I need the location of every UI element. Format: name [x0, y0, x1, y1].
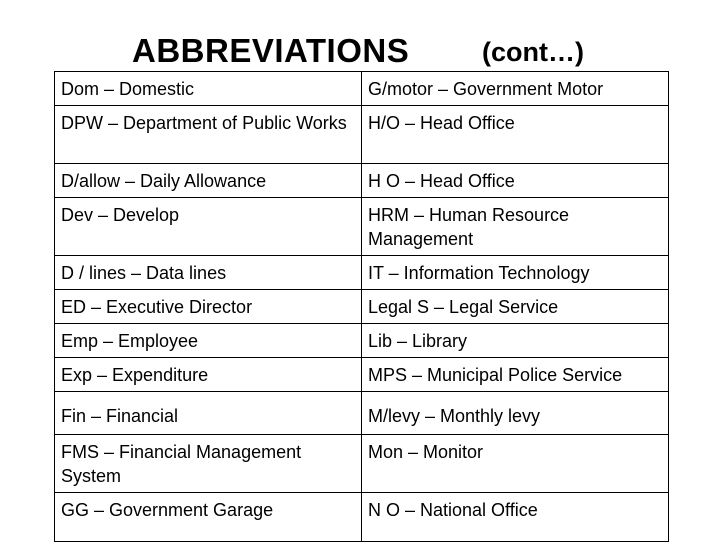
abbreviation-cell: D / lines – Data lines [55, 256, 362, 290]
abbreviation-cell: Legal S – Legal Service [362, 290, 669, 324]
slide-title-suffix: (cont…) [482, 37, 584, 67]
abbreviation-cell: N O – National Office [362, 493, 669, 542]
abbreviation-cell: M/levy – Monthly levy [362, 392, 669, 435]
abbreviation-cell: Mon – Monitor [362, 435, 669, 493]
table-row [55, 198, 669, 256]
abbreviation-cell: Exp – Expenditure [55, 358, 362, 392]
abbreviation-cell: DPW – Department of Public Works [55, 106, 362, 164]
abbreviation-cell: IT – Information Technology [362, 256, 669, 290]
abbreviation-cell: G/motor – Government Motor [362, 72, 669, 106]
abbreviation-cell: D/allow – Daily Allowance [55, 164, 362, 198]
table-row [55, 256, 669, 290]
table-row [55, 324, 669, 358]
table-row [55, 72, 669, 106]
table-row [55, 358, 669, 392]
abbreviation-cell: Dev – Develop [55, 198, 362, 256]
abbreviation-cell: Dom – Domestic [55, 72, 362, 106]
abbreviation-cell: MPS – Municipal Police Service [362, 358, 669, 392]
abbreviation-cell: Fin – Financial [55, 392, 362, 435]
table-row [55, 392, 669, 435]
abbreviation-cell: H O – Head Office [362, 164, 669, 198]
abbreviation-cell: Lib – Library [362, 324, 669, 358]
abbreviation-cell: Emp – Employee [55, 324, 362, 358]
abbreviation-cell: FMS – Financial Management System [55, 435, 362, 493]
table-row [55, 106, 669, 164]
abbreviation-cell: GG – Government Garage [55, 493, 362, 542]
slide-title: ABBREVIATIONS [132, 32, 410, 69]
table-row [55, 164, 669, 198]
abbreviation-cell: ED – Executive Director [55, 290, 362, 324]
abbreviations-table [54, 71, 669, 542]
abbreviation-cell: HRM – Human Resource Management [362, 198, 669, 256]
table-row [55, 493, 669, 542]
table-row [55, 435, 669, 493]
table-row [55, 290, 669, 324]
abbreviation-cell: H/O – Head Office [362, 106, 669, 164]
